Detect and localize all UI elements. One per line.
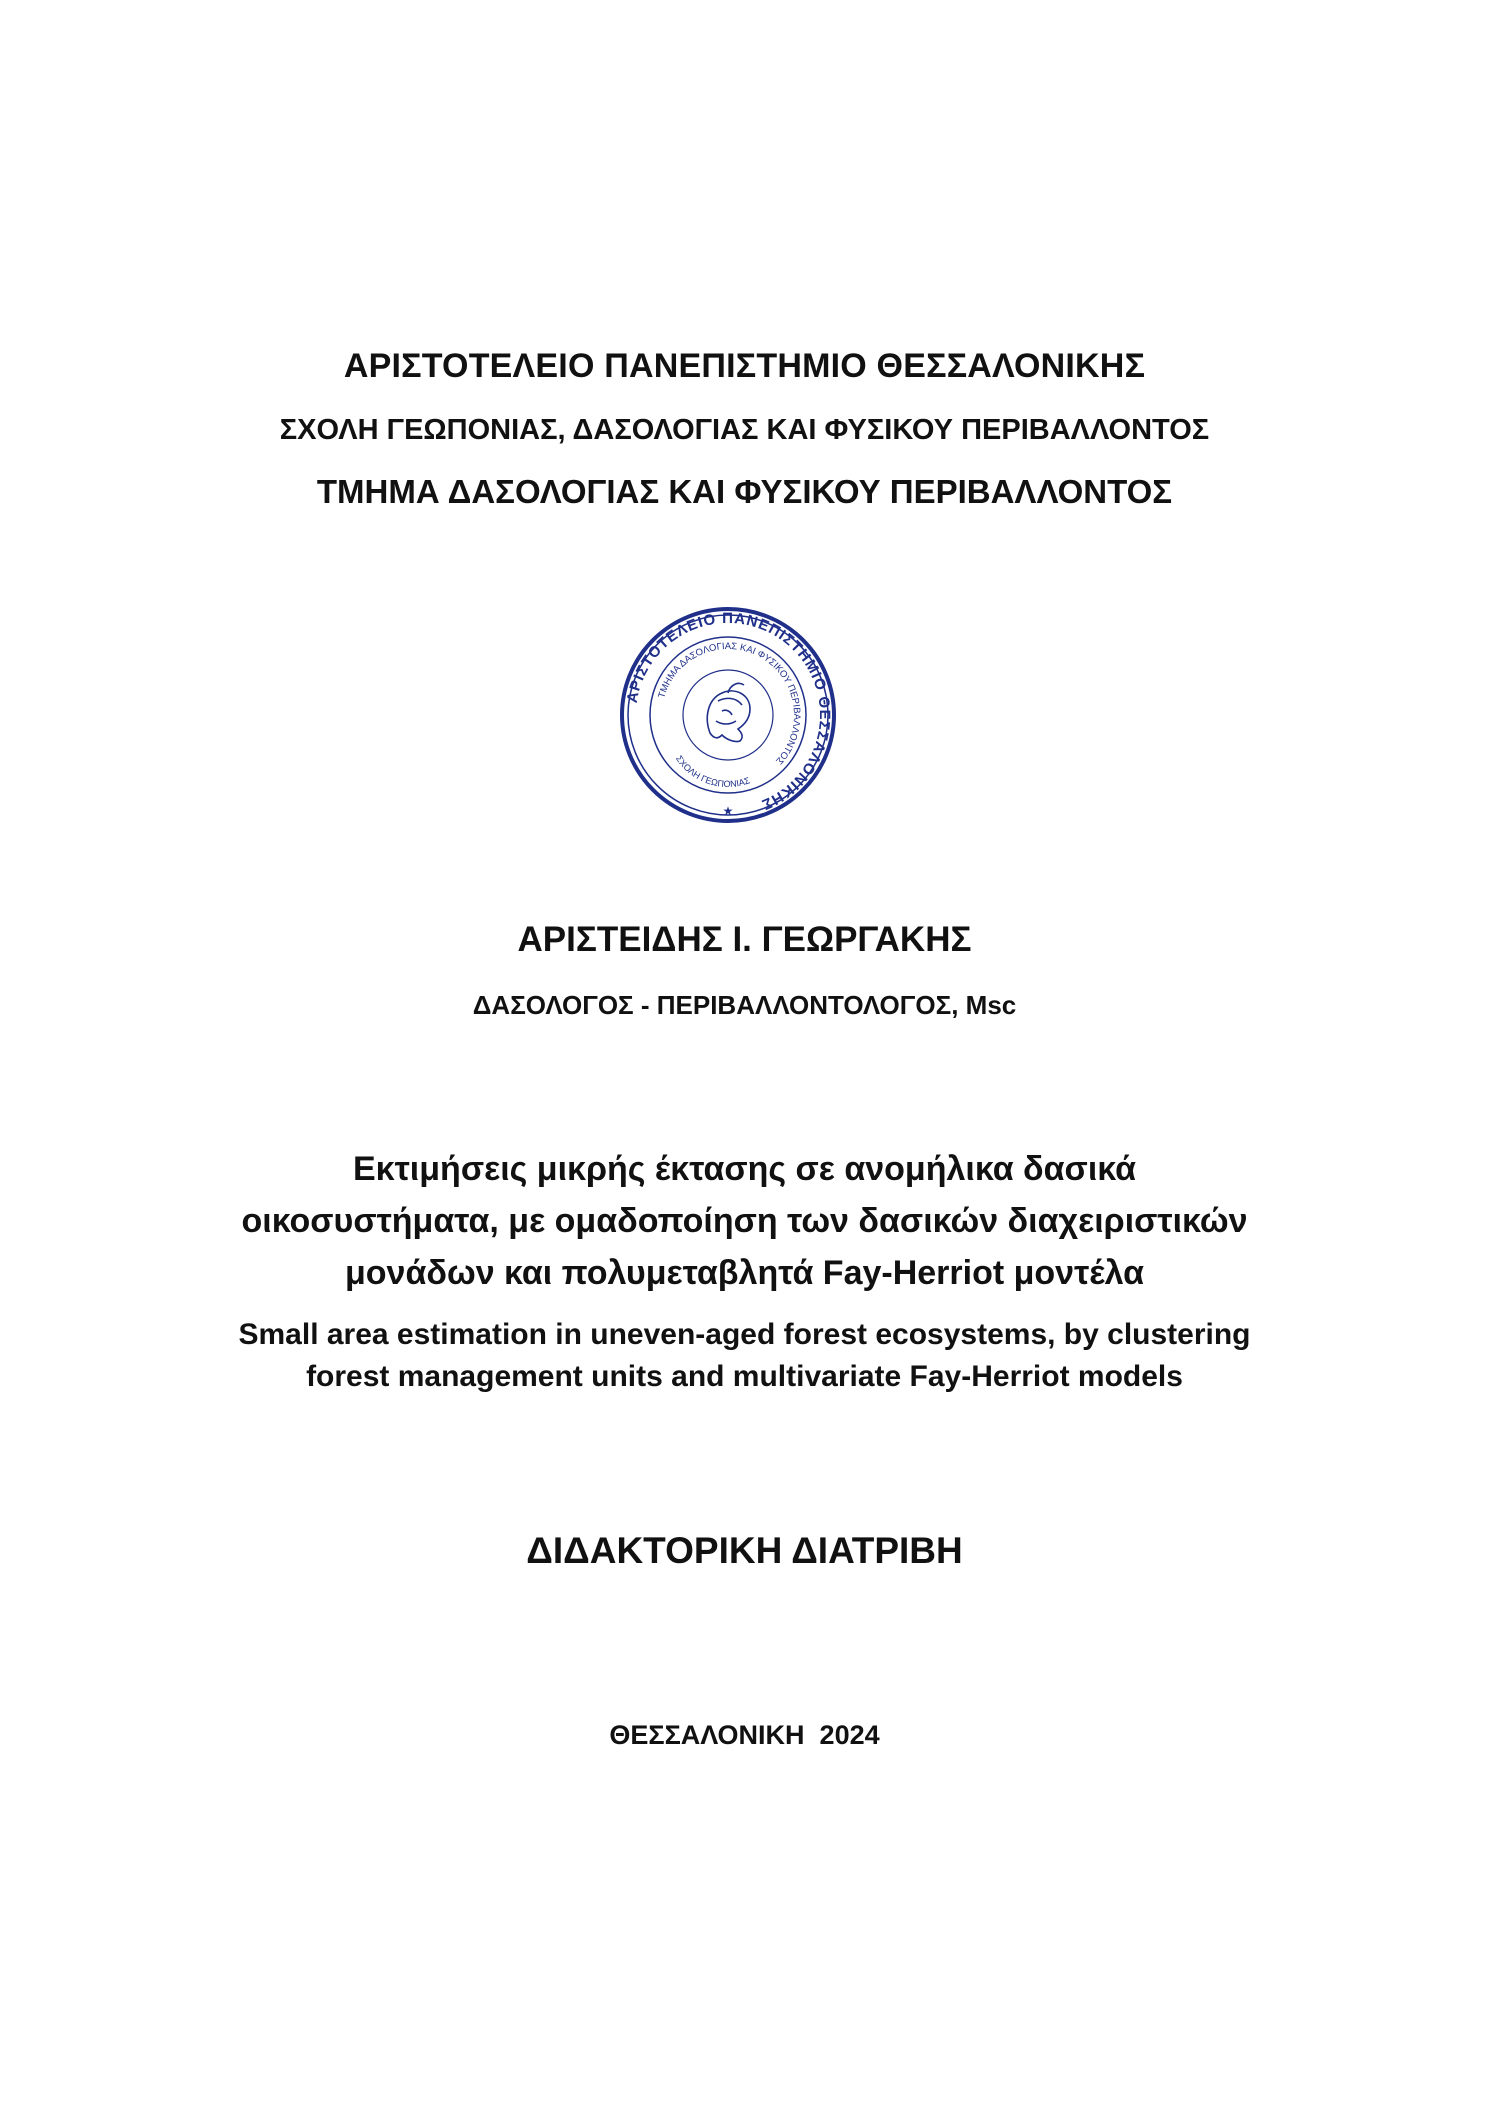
department-name: ΤΜΗΜΑ ΔΑΣΟΛΟΓΙΑΣ ΚΑΙ ΦΥΣΙΚΟΥ ΠΕΡΙΒΑΛΛΟΝΤΟΣ [316, 473, 1173, 510]
seal-outer-text: ΑΡΙΣΤΟΤΕΛΕΙΟ ΠΑΝΕΠΙΣΤΗΜΙΟ ΘΕΣΣΑΛΟΝΙΚΗΣ [623, 609, 834, 814]
english-title-line-2: forest management units and multivariate Fay-Herriot models [306, 1360, 1183, 1393]
seal-inner-text: ΤΜΗΜΑ ΔΑΣΟΛΟΓΙΑΣ ΚΑΙ ΦΥΣΙΚΟΥ ΠΕΡΙΒΑΛΛΟΝΤΟΣ [656, 640, 803, 767]
author-name: ΑΡΙΣΤΕΙΔΗΣ Ι. ΓΕΩΡΓΑΚΗΣ [517, 920, 972, 959]
degree-type: ΔΙΔΑΚΤΟΡΙΚΗ ΔΙΑΤΡΙΒΗ [526, 1530, 963, 1571]
university-name: ΑΡΙΣΤΟΤΕΛΕΙΟ ΠΑΝΕΠΙΣΤΗΜΙΟ ΘΕΣΣΑΛΟΝΙΚΗΣ [343, 347, 1146, 385]
university-seal [618, 605, 838, 825]
seal-bottom-text: ΣΧΟΛΗ ΓΕΩΠΟΝΙΑΣ [673, 753, 752, 790]
place-and-year: ΘΕΣΣΑΛΟΝΙΚΗ 2024 [609, 1720, 880, 1750]
athena-emblem-icon [707, 683, 750, 741]
greek-title-line-3: μονάδων και πολυμεταβλητά Fay-Herriot μοντέλα [344, 1254, 1145, 1292]
english-title-line-1: Small area estimation in uneven-aged forest ecosystems, by clustering [238, 1318, 1251, 1351]
greek-title-line-1: Εκτιμήσεις μικρής έκτασης σε ανομήλικα δασικά [353, 1150, 1136, 1188]
seal-star-icon: ★ [722, 804, 734, 818]
greek-title-line-2: οικοσυστήματα, με ομαδοποίηση των δασικών διαχειριστικών [241, 1202, 1248, 1240]
school-name: ΣΧΟΛΗ ΓΕΩΠΟΝΙΑΣ, ΔΑΣΟΛΟΓΙΑΣ ΚΑΙ ΦΥΣΙΚΟΥ ΠΕΡΙΒΑΛΛΟΝΤΟΣ [279, 414, 1210, 446]
author-profession: ΔΑΣΟΛΟΓΟΣ - ΠΕΡΙΒΑΛΛΟΝΤΟΛΟΓΟΣ, Msc [472, 990, 1017, 1020]
svg-text:ΤΜΗΜΑ ΔΑΣΟΛΟΓΙΑΣ ΚΑΙ ΦΥΣΙΚΟΥ Π [656, 641, 802, 766]
